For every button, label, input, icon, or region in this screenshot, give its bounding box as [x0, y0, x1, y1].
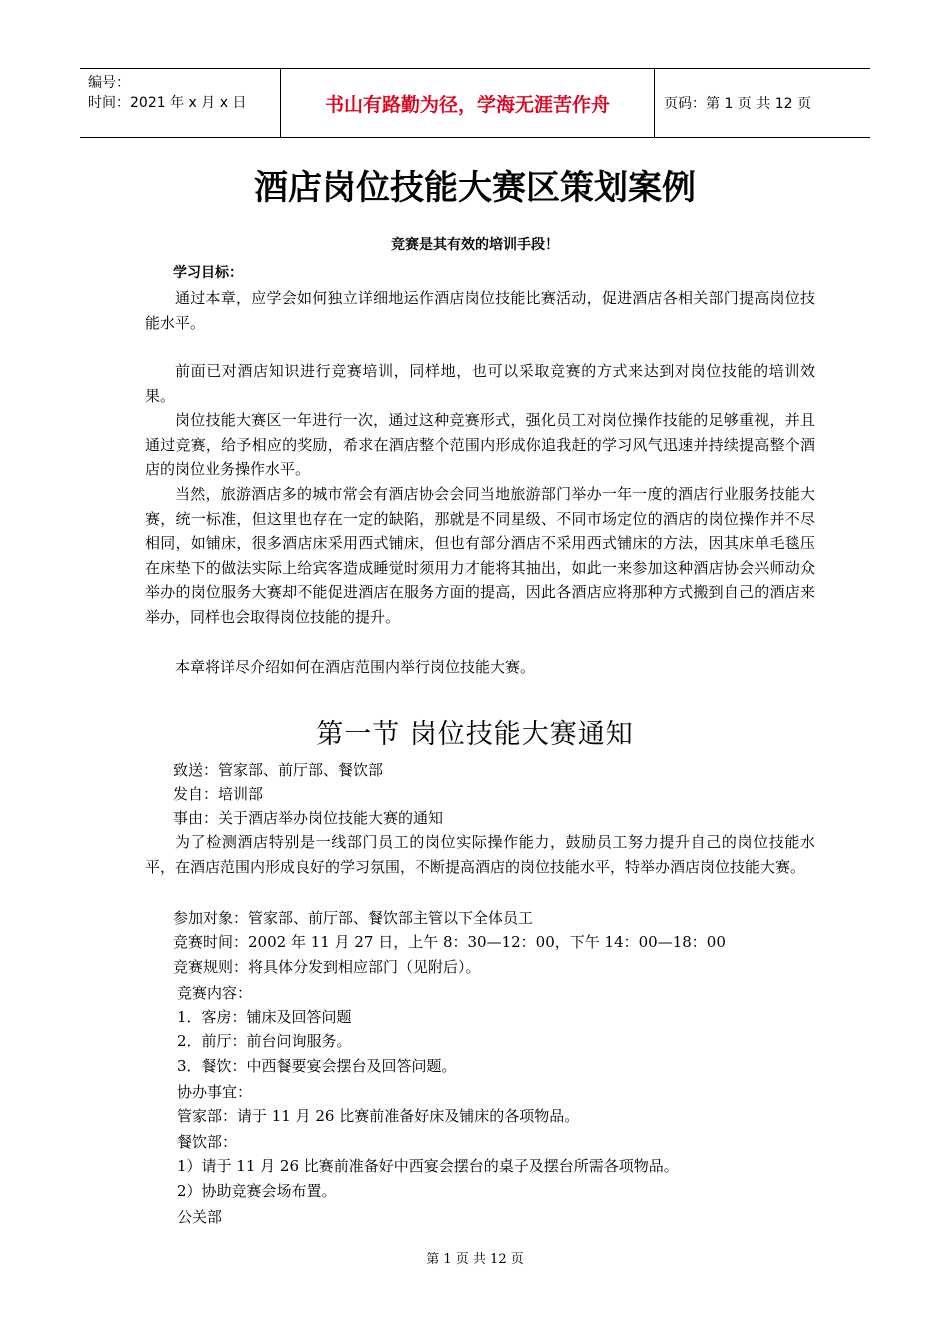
- notice-time: 竞赛时间：2002 年 11 月 27 日，上午 8：30—12：00，下午 14：00—18：00: [173, 933, 726, 951]
- number-label: 编号：: [88, 75, 130, 91]
- fnb-label: 餐饮部：: [177, 1133, 238, 1151]
- section-title: 第一节 岗位技能大赛通知: [316, 719, 634, 750]
- notice-participants: 参加对象：管家部、前厅部、餐饮部主管以下全体员工: [173, 909, 534, 927]
- learning-goal-label: 学习目标：: [173, 265, 243, 281]
- content-item: 2．前厅：前台问询服务。: [177, 1032, 352, 1050]
- paragraph-chapter: 本章将详尽介绍如何在酒店范围内举行岗位技能大赛。: [175, 658, 536, 676]
- notice-subject: 事由：关于酒店举办岗位技能大赛的通知: [173, 809, 444, 827]
- document-subtitle: 竞赛是其有效的培训手段！: [391, 237, 559, 253]
- content-item: 1．客房：铺床及回答问题: [177, 1008, 352, 1026]
- notice-from: 发自：培训部: [173, 785, 264, 803]
- pr-label: 公关部: [177, 1208, 223, 1226]
- assist-label: 协办事宜：: [177, 1083, 253, 1101]
- header-page-info: 页码：第 1 页 共 12 页: [664, 96, 811, 112]
- paragraph-industry: 当然，旅游酒店多的城市常会有酒店协会会同当地旅游部门举办一年一度的酒店行业服务技能大赛，统一标准，但这里也存在一定的缺陷，那就是不同星级、不同市场定位的酒店的岗位操作并不尽相同，如铺床，很多酒店床采用西式铺床，但也有部分酒店不采用西式铺床的方法，因其床单毛毯压在床垫下的做法实际上给宾客造成睡觉时须用力才能将其抽出，如此一来参加这种酒店协会兴师动众举办的岗位服务大赛却不能促进酒店在服务方面的提高，因此各酒店应将那种方式搬到自己的酒店来举办，同样也会取得岗位技能的提升。: [145, 485, 815, 626]
- fnb-item: 1）请于 11 月 26 比赛前准备好中西宴会摆台的桌子及摆台所需各项物品。: [177, 1157, 679, 1175]
- document-title: 酒店岗位技能大赛区策划案例: [254, 168, 696, 208]
- motto-text: 书山有路勤为径，学海无涯苦作舟: [324, 93, 610, 116]
- paragraph-annual: 岗位技能大赛区一年进行一次，通过这种竞赛形式，强化员工对岗位操作技能的足够重视，并且通过竞赛，给予相应的奖励，希求在酒店整个范围内形成你追我赶的学习风气迅速并持续提高整个酒店的岗位业务操作水平。: [145, 411, 815, 478]
- fnb-item: 2）协助竞赛会场布置。: [177, 1182, 337, 1200]
- paragraph-intro: 前面已对酒店知识进行竞赛培训，同样地，也可以采取竞赛的方式来达到对岗位技能的培训效果。: [145, 362, 815, 405]
- notice-to: 致送：管家部、前厅部、餐饮部: [173, 761, 384, 779]
- content-label: 竞赛内容：: [177, 984, 253, 1002]
- page-footer: 第 1 页 共 12 页: [426, 1252, 524, 1267]
- content-item: 3．餐饮：中西餐要宴会摆台及回答问题。: [177, 1057, 457, 1075]
- header-table: [80, 68, 870, 138]
- notice-rules: 竞赛规则：将具体分发到相应部门（见附后）。: [173, 958, 481, 976]
- header-motto-cell: [280, 69, 655, 137]
- header-meta: [80, 69, 280, 137]
- notice-body: 为了检测酒店特别是一线部门员工的岗位实际操作能力，鼓励员工努力提升自己的岗位技能水平，在酒店范围内形成良好的学习氛围，不断提高酒店的岗位技能水平，特举办酒店岗位技能大赛。: [145, 833, 815, 876]
- time-label: 时间：2021 年 x 月 x 日: [88, 95, 247, 111]
- paragraph-goal: 通过本章，应学会如何独立详细地运作酒店岗位技能比赛活动，促进酒店各相关部门提高岗位技能水平。: [145, 289, 815, 332]
- housekeeping-task: 管家部：请于 11 月 26 比赛前准备好床及铺床的各项物品。: [177, 1107, 580, 1125]
